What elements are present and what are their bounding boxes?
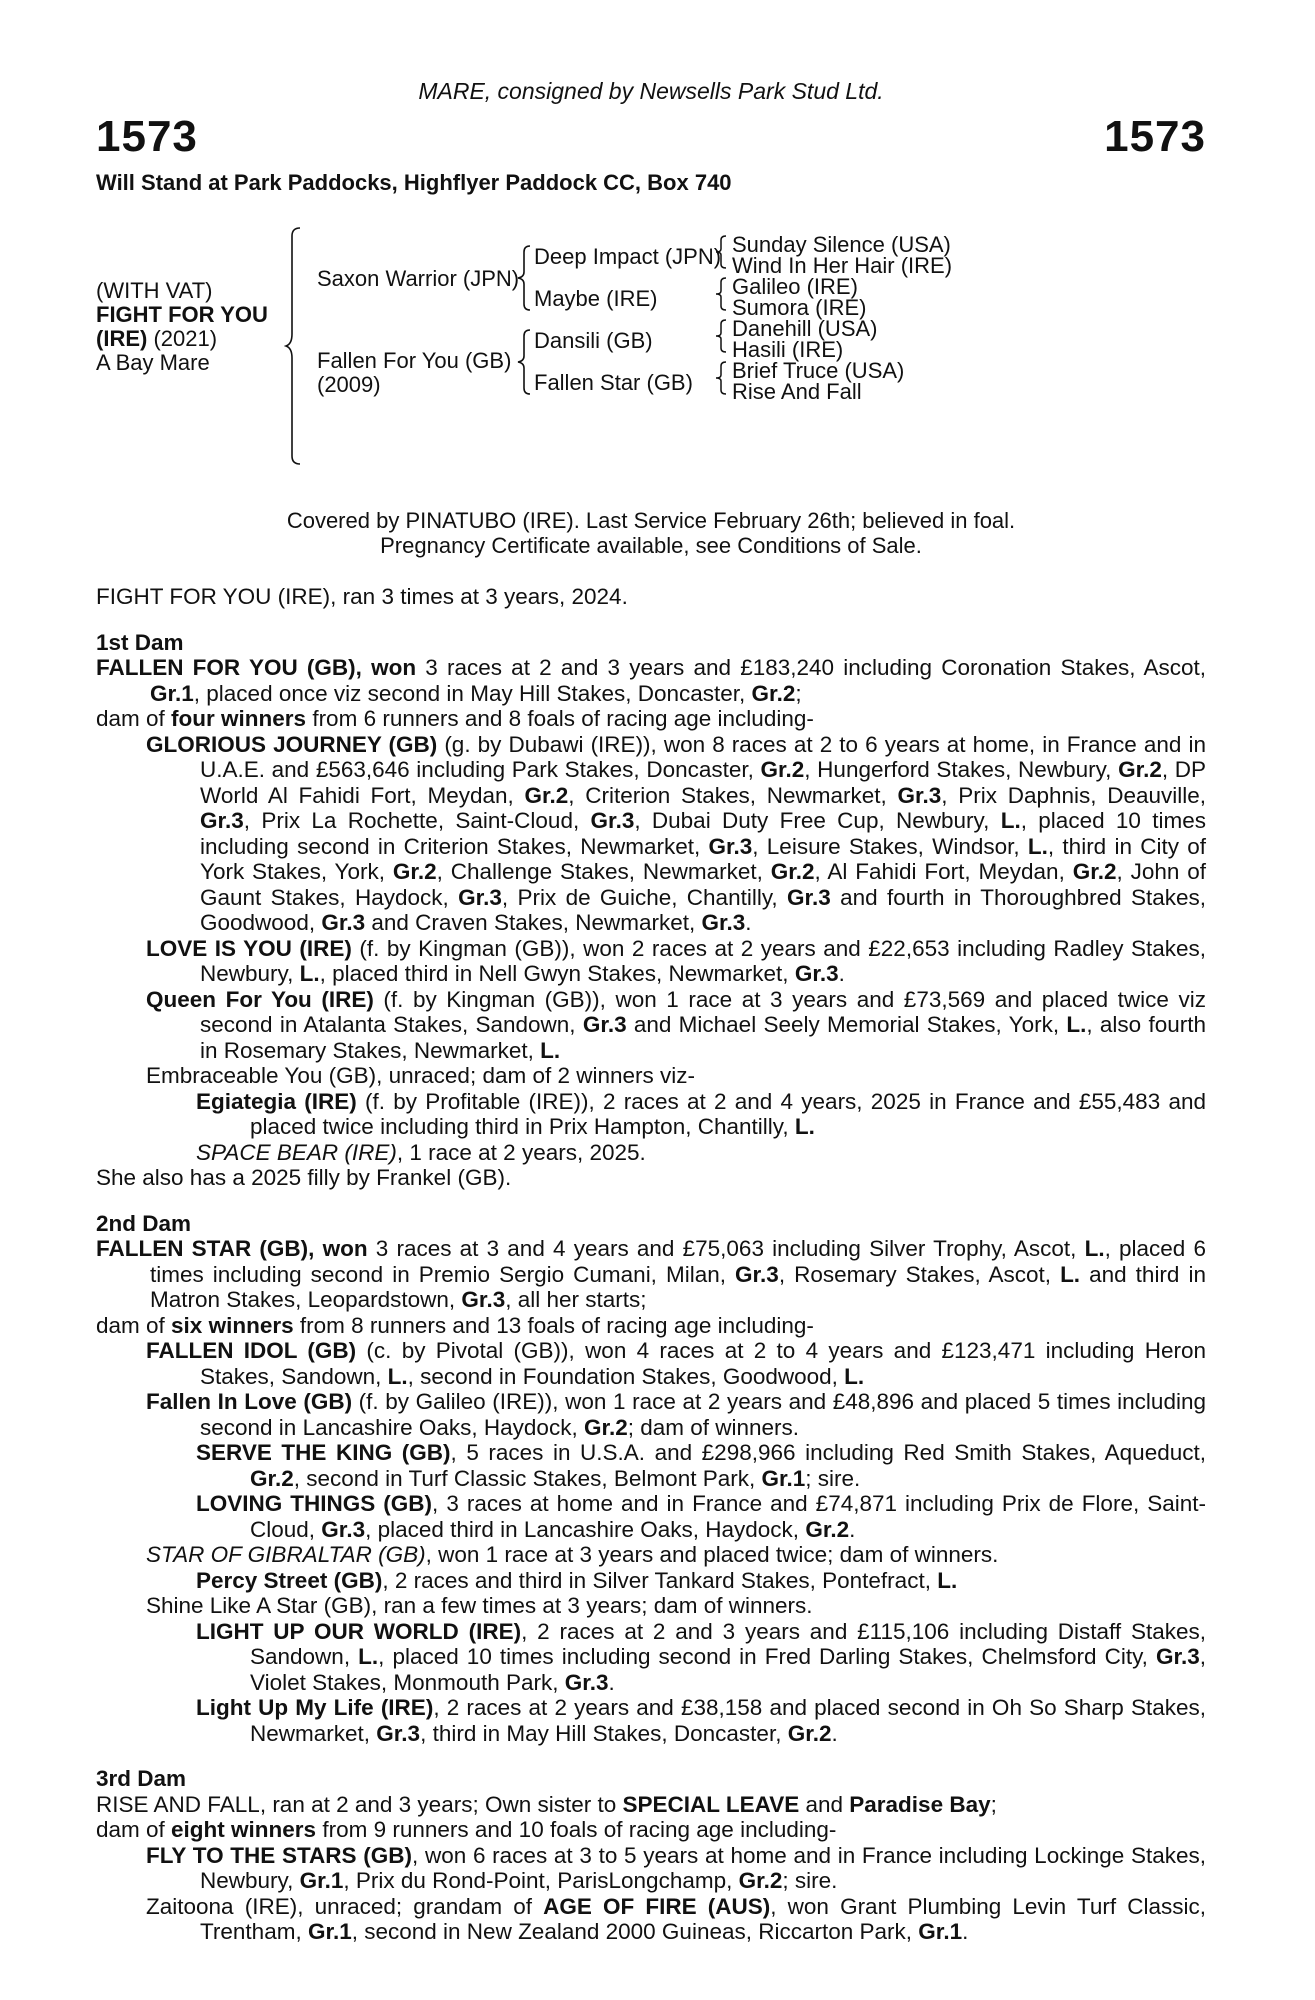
text-run: and <box>799 1791 850 1817</box>
text-run: Gr.1 <box>307 1919 352 1944</box>
text-run: , second in Foundation Stakes, Goodwood, <box>407 1363 845 1389</box>
embraceable-you-entry: Embraceable You (GB), unraced; dam of 2 winners viz- <box>146 1063 696 1088</box>
horse-year: (2021) <box>147 326 218 351</box>
text-run: ; dam of winners. <box>627 1414 800 1440</box>
second-dam-record <box>96 1236 1206 1313</box>
text-run: Gr.2 <box>1118 757 1162 782</box>
text-run: , also fourth in Rosemary Stakes, Newmarket, <box>200 1012 1206 1063</box>
text-run: , 1 race at 2 years, 2025. <box>396 1139 646 1165</box>
text-run: L. <box>1060 1261 1081 1287</box>
stand-location: Will Stand at Park Paddocks, Highflyer Paddock CC, Box 740 <box>96 170 732 195</box>
text-run: ; sire. <box>805 1465 861 1491</box>
text-run: . <box>849 1516 856 1542</box>
horse-country: (IRE) <box>96 326 148 351</box>
text-run: , second in New Zealand 2000 Guineas, Riccarton Park, <box>351 1919 919 1944</box>
brace-3a <box>714 234 728 270</box>
text-run: L. <box>387 1363 408 1389</box>
text-run: Gr.3 <box>321 1516 366 1542</box>
text-run: FALLEN FOR YOU (GB), won <box>96 655 417 680</box>
text-run: , Dubai Duty Free Cup, Newbury, <box>634 808 1001 833</box>
text-run: , Challenge Stakes, Newmarket, <box>436 859 771 884</box>
text-run: Gr.2 <box>805 1516 850 1542</box>
text-run: Queen For You (IRE) <box>146 986 374 1012</box>
text-run: and fourth in Thoroughbred Stakes, Goodwood, <box>200 884 1207 935</box>
ped-sds: Galileo (IRE) <box>732 274 858 299</box>
ped-ssd: Wind In Her Hair (IRE) <box>732 253 953 278</box>
zaitoona-entry <box>96 1894 1206 1945</box>
text-run: Gr.3 <box>564 1669 609 1695</box>
text-run: 3 races at 3 and 4 years and £75,063 including Silver Trophy, Ascot, <box>367 1236 1085 1261</box>
text-run: (f. by Galileo (IRE)), won 1 race at 2 years and £48,896 and placed 5 times including second in Lancashire Oaks, Haydock, <box>200 1389 1206 1440</box>
text-run: Gr.3 <box>708 833 753 859</box>
text-run: Fallen In Love (GB) <box>146 1389 353 1414</box>
text-run: (g. by Dubawi (IRE)), won 8 races at 2 to 6 years at home, in France and in U.A.E. and £563,646 including Park Stakes, Doncaster, <box>200 731 1206 782</box>
horse-name: FIGHT FOR YOU <box>96 302 268 327</box>
text-run: , 5 races in U.S.A. and £298,966 including Red Smith Stakes, Aqueduct, <box>450 1440 1206 1465</box>
first-dam-heading: 1st Dam <box>96 629 184 655</box>
text-run: Gr.2 <box>751 680 796 706</box>
text-run: , Hungerford Stakes, Newbury, <box>804 757 1119 782</box>
brace-3b <box>714 276 728 312</box>
text-run: Gr.3 <box>200 808 244 833</box>
text-run: , 2 races at 2 years and £38,158 and placed second in Oh So Sharp Stakes, Newmarket, <box>250 1695 1206 1746</box>
filly-note: She also has a 2025 filly by Frankel (GB). <box>96 1165 512 1190</box>
text-run: RISE AND FALL, ran at 2 and 3 years; Own sister to <box>96 1791 623 1817</box>
covering-note <box>96 508 1206 558</box>
text-run: Gr.3 <box>1155 1644 1200 1669</box>
text-run: dam of <box>96 706 172 731</box>
text-run: (f. by Profitable (IRE)), 2 races at 2 and 4 years, 2025 in France and £55,483 and placed twice including third in Prix Hampton, Chantilly, <box>250 1088 1206 1139</box>
text-run: , Rosemary Stakes, Ascot, <box>778 1261 1061 1287</box>
text-run: . <box>831 1720 838 1746</box>
text-run: , Criterion Stakes, Newmarket, <box>568 782 898 808</box>
text-run: SPACE BEAR (IRE) <box>196 1139 397 1165</box>
text-run: L. <box>1066 1012 1087 1037</box>
fallen-idol-entry <box>96 1338 1206 1389</box>
loving-things-entry <box>96 1491 1206 1542</box>
text-run: Gr.3 <box>582 1012 627 1037</box>
fly-to-the-stars-entry <box>96 1843 1206 1894</box>
dam-brace <box>516 328 532 396</box>
sire-dam: Maybe (IRE) <box>534 286 658 311</box>
text-run: , Violet Stakes, Monmouth Park, <box>250 1644 1207 1695</box>
text-run: and Michael Seely Memorial Stakes, York, <box>626 1012 1067 1037</box>
text-run: , won Grant Plumbing Levin Turf Classic, Trentham, <box>200 1893 1206 1944</box>
text-run: L. <box>1027 833 1048 859</box>
text-run: Percy Street (GB) <box>196 1567 383 1593</box>
text-run: (c. by Pivotal (GB)), won 4 races at 2 to 4 years and £123,471 including Heron Stakes, Sandown, <box>200 1338 1206 1389</box>
brace-3c <box>714 318 728 354</box>
text-run: Gr.2 <box>760 757 805 782</box>
sire-sire: Deep Impact (JPN) <box>534 244 722 269</box>
text-run: (f. by Kingman (GB)), won 2 races at 2 years and £22,653 including Radley Stakes, Newbury, <box>200 935 1206 986</box>
text-run: . <box>962 1919 969 1944</box>
serve-the-king-entry <box>96 1440 1206 1491</box>
text-run: . <box>745 910 752 935</box>
text-run: L. <box>1000 808 1021 833</box>
glorious-journey-entry <box>96 732 1206 936</box>
text-run: eight winners <box>171 1817 317 1842</box>
text-run: Paradise Bay <box>849 1791 991 1817</box>
love-is-you-entry <box>96 936 1206 987</box>
text-run: , placed once viz second in May Hill Stakes, Doncaster, <box>193 680 752 706</box>
ped-sss: Sunday Silence (USA) <box>732 232 951 257</box>
text-run: and Craven Stakes, Newmarket, <box>365 910 702 935</box>
text-run: , placed 10 times including second in Criterion Stakes, Newmarket, <box>200 808 1207 859</box>
intro-line: FIGHT FOR YOU (IRE), ran 3 times at 3 years, 2024. <box>96 584 628 609</box>
text-run: L. <box>299 961 320 986</box>
text-run: Gr.3 <box>787 884 831 910</box>
text-run: , Prix du Rond-Point, ParisLongchamp, <box>343 1868 739 1893</box>
text-run: SERVE THE KING (GB) <box>196 1440 451 1465</box>
text-run: Gr.2 <box>787 1720 832 1746</box>
text-run: LOVING THINGS (GB) <box>196 1491 433 1516</box>
second-dam-produce <box>96 1313 1206 1339</box>
text-run: Gr.1 <box>299 1868 344 1893</box>
text-run: , third in City of York Stakes, York, <box>200 833 1206 884</box>
text-run: , DP World Al Fahidi Fort, Meydan, <box>200 757 1206 808</box>
text-run: GLORIOUS JOURNEY (GB) <box>146 731 438 757</box>
dam-year: (2009) <box>317 372 381 397</box>
text-run: , Leisure Stakes, Windsor, <box>752 833 1028 859</box>
text-run: L. <box>937 1567 958 1593</box>
text-run: and third in Matron Stakes, Leopardstown, <box>150 1261 1206 1312</box>
text-run: six winners <box>171 1312 294 1338</box>
text-run: Gr.2 <box>392 859 437 884</box>
ped-dds: Brief Truce (USA) <box>732 358 905 383</box>
text-run: 3 races at 2 and 3 years and £183,240 including Coronation Stakes, Ascot, <box>416 655 1206 680</box>
text-run: Gr.3 <box>897 782 942 808</box>
text-run: dam of <box>96 1312 172 1338</box>
text-run: LIGHT UP OUR WORLD (IRE) <box>196 1618 522 1644</box>
third-dam-record <box>96 1792 1206 1818</box>
covering-line: Covered by PINATUBO (IRE). Last Service February 26th; believed in foal. <box>286 508 1016 533</box>
text-run: ; <box>990 1791 997 1817</box>
text-run: FLY TO THE STARS (GB) <box>146 1842 413 1868</box>
text-run: , placed 10 times including second in Fred Darling Stakes, Chelmsford City, <box>378 1644 1156 1669</box>
dam-sire: Dansili (GB) <box>534 328 653 353</box>
lot-number-left: 1573 <box>96 112 198 161</box>
sire-brace <box>516 244 532 312</box>
horse-origin-line <box>96 326 217 351</box>
text-run: from 9 runners and 10 foals of racing age including- <box>316 1817 837 1842</box>
queen-for-you-entry <box>96 987 1206 1064</box>
text-run: . <box>608 1669 615 1695</box>
star-of-gibraltar-entry <box>96 1542 1206 1568</box>
produce-record <box>96 584 1206 1945</box>
text-run: FALLEN IDOL (GB) <box>146 1338 357 1363</box>
text-run: Gr.2 <box>770 859 815 884</box>
text-run: STAR OF GIBRALTAR (GB) <box>146 1542 426 1567</box>
first-dam-record <box>96 655 1206 706</box>
text-run: AGE OF FIRE (AUS) <box>543 1893 771 1919</box>
light-up-our-world-entry <box>96 1619 1206 1696</box>
text-run: Light Up My Life (IRE) <box>196 1695 434 1720</box>
text-run: L. <box>794 1114 815 1139</box>
text-run: , 2 races at 2 and 3 years and £115,106 including Distaff Stakes, Sandown, <box>250 1618 1206 1669</box>
text-run: Gr.3 <box>735 1261 779 1287</box>
text-run: , Prix Daphnis, Deauville, <box>941 782 1207 808</box>
text-run: , placed 6 times including second in Premio Sergio Cumani, Milan, <box>150 1236 1207 1287</box>
text-run: Egiategia (IRE) <box>196 1088 357 1114</box>
text-run: Gr.2 <box>738 1868 783 1893</box>
text-run: LOVE IS YOU (IRE) <box>146 935 352 961</box>
text-run: , Al Fahidi Fort, Meydan, <box>814 859 1073 884</box>
text-run: , second in Turf Classic Stakes, Belmont Park, <box>293 1465 762 1491</box>
pedigree-table <box>96 196 1206 496</box>
text-run: , third in May Hill Stakes, Doncaster, <box>420 1720 788 1746</box>
text-run: Gr.1 <box>918 1919 963 1944</box>
dam-dam: Fallen Star (GB) <box>534 370 693 395</box>
text-run: ; <box>795 680 802 706</box>
text-run: (f. by Kingman (GB)), won 1 race at 3 years and £73,569 and placed twice viz second in Atalanta Stakes, Sandown, <box>200 986 1206 1037</box>
main-brace <box>284 226 302 466</box>
text-run: L. <box>844 1363 865 1389</box>
lot-number-right: 1573 <box>1104 112 1206 161</box>
text-run: , all her starts; <box>505 1287 647 1312</box>
horse-description: A Bay Mare <box>96 350 210 375</box>
percy-street-entry <box>96 1568 1206 1594</box>
text-run: Zaitoona (IRE), unraced; grandam of <box>146 1893 544 1919</box>
text-run: FALLEN STAR (GB), won <box>96 1236 368 1261</box>
text-run: , Prix La Rochette, Saint-Cloud, <box>243 808 591 833</box>
text-run: Gr.1 <box>150 680 194 706</box>
shine-like-a-star-entry: Shine Like A Star (GB), ran a few times at 3 years; dam of winners. <box>146 1593 813 1618</box>
text-run: , won 1 race at 3 years and placed twice; dam of winners. <box>425 1542 999 1567</box>
text-run: Gr.3 <box>701 910 746 935</box>
fallen-in-love-entry <box>96 1389 1206 1440</box>
text-run: L. <box>1084 1236 1105 1261</box>
dam-name: Fallen For You (GB) <box>317 348 512 373</box>
text-run: , John of Gaunt Stakes, Haydock, <box>200 859 1206 910</box>
text-run: ; sire. <box>782 1868 838 1893</box>
text-run: dam of <box>96 1817 172 1842</box>
text-run: , placed third in Lancashire Oaks, Haydock, <box>365 1516 806 1542</box>
text-run: Gr.1 <box>761 1465 806 1491</box>
text-run: Gr.2 <box>583 1414 628 1440</box>
space-bear-entry <box>96 1140 1206 1166</box>
ped-dss: Danehill (USA) <box>732 316 878 341</box>
text-run: SPECIAL LEAVE <box>622 1791 800 1817</box>
ped-sdd: Sumora (IRE) <box>732 295 867 320</box>
vat-note: (WITH VAT) <box>96 278 213 303</box>
text-run: Gr.2 <box>250 1465 294 1491</box>
text-run: , Prix de Guiche, Chantilly, <box>501 884 787 910</box>
text-run: Gr.3 <box>794 961 839 986</box>
second-dam-heading: 2nd Dam <box>96 1210 192 1236</box>
consignor-line: MARE, consigned by Newsells Park Stud Ltd. <box>418 78 884 104</box>
ped-dsd: Hasili (IRE) <box>732 337 844 362</box>
text-run: L. <box>358 1644 379 1669</box>
brace-3d <box>714 360 728 396</box>
pregnancy-line: Pregnancy Certificate available, see Conditions of Sale. <box>380 533 922 558</box>
ped-ddd: Rise And Fall <box>732 379 862 404</box>
text-run: from 8 runners and 13 foals of racing age including- <box>293 1312 814 1338</box>
sire-name: Saxon Warrior (JPN) <box>317 266 520 291</box>
text-run: Gr.2 <box>524 782 569 808</box>
text-run: Gr.3 <box>458 884 502 910</box>
first-dam-produce <box>96 706 1206 732</box>
text-run: Gr.3 <box>321 910 366 935</box>
third-dam-produce <box>96 1817 1206 1843</box>
third-dam-heading: 3rd Dam <box>96 1766 187 1791</box>
text-run: Gr.3 <box>376 1720 421 1746</box>
egiategia-entry <box>96 1089 1206 1140</box>
text-run: . <box>838 961 845 986</box>
text-run: Gr.3 <box>590 808 635 833</box>
light-up-my-life-entry <box>96 1695 1206 1746</box>
text-run: , 2 races and third in Silver Tankard Stakes, Pontefract, <box>382 1567 938 1593</box>
text-run: four winners <box>171 706 307 731</box>
text-run: Gr.2 <box>1072 859 1117 884</box>
text-run: from 6 runners and 8 foals of racing age including- <box>306 706 814 731</box>
text-run: , placed third in Nell Gwyn Stakes, Newmarket, <box>319 961 795 986</box>
text-run: Gr.3 <box>461 1287 506 1312</box>
text-run: , 3 races at home and in France and £74,871 including Prix de Flore, Saint-Cloud, <box>250 1491 1206 1542</box>
text-run: , won 6 races at 3 to 5 years at home and in France including Lockinge Stakes, Newbury, <box>200 1842 1206 1893</box>
text-run: L. <box>540 1037 561 1063</box>
